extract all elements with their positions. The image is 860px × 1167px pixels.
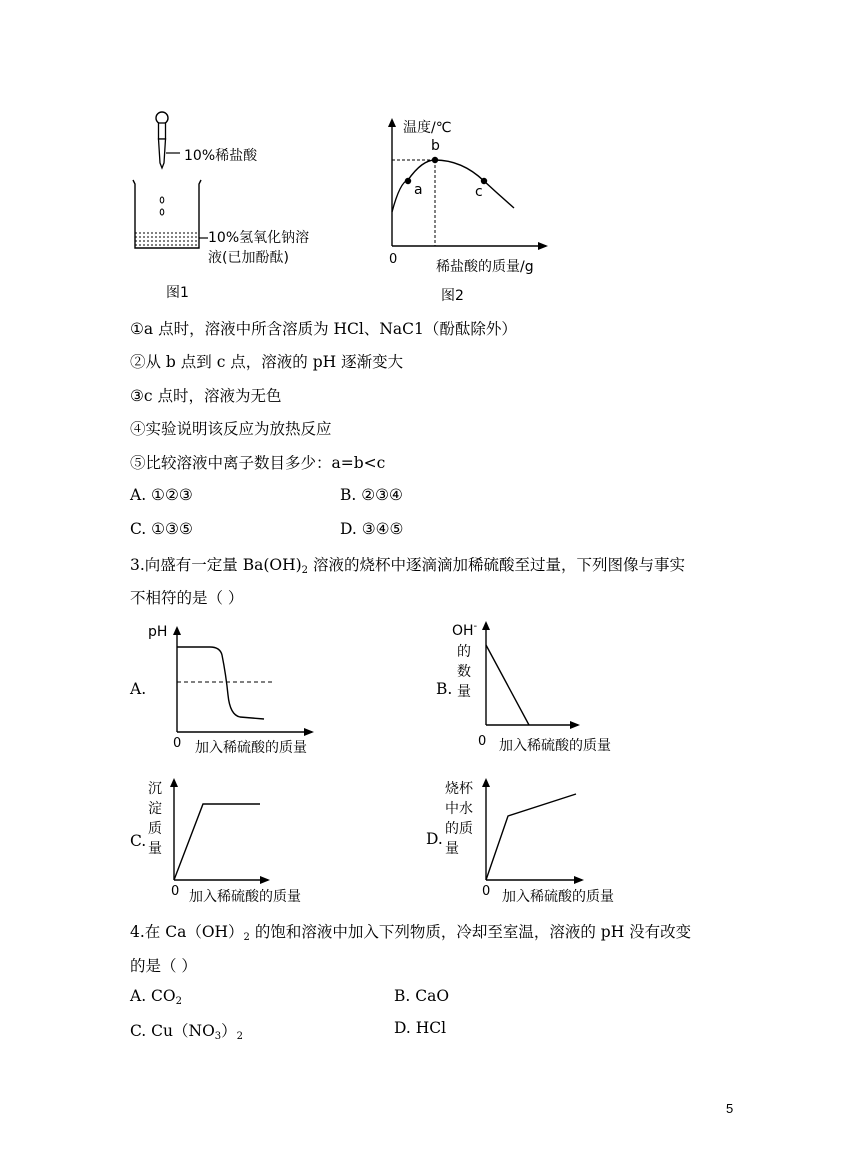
graph-d-origin: 0 xyxy=(482,884,491,899)
figure-1 xyxy=(120,100,320,305)
graph-b-origin: 0 xyxy=(478,734,487,749)
statement-1: ①a 点时，溶液中所含溶质为 HCl、NaC1（酚酞除外） xyxy=(130,320,517,338)
graph-b-option[interactable]: B. xyxy=(436,680,453,698)
graph-c-option[interactable]: C. xyxy=(130,832,147,850)
q4-stem-line2: 的是（ ） xyxy=(130,957,197,975)
q4-option-c[interactable]: C. $Cu(NO_3)_2$ xyxy=(130,1022,244,1042)
graph-a-xlabel: 加入稀硫酸的质量 xyxy=(195,740,307,756)
q2-option-b[interactable]: B. ②③④ xyxy=(340,486,403,504)
graph-d-ylabel-4: 量 xyxy=(445,841,459,857)
fig2-label-c: c xyxy=(475,184,483,200)
figure-1-caption: 图1 xyxy=(166,285,189,301)
fig2-xlabel: 稀盐酸的质量/g xyxy=(436,259,534,275)
q4-option-a[interactable]: A. $CO_2$ xyxy=(130,987,182,1007)
graph-a-origin: 0 xyxy=(173,736,182,751)
base-label-line1: 10%氢氧化钠溶 xyxy=(208,230,310,246)
graph-b-ylabel-3: 量 xyxy=(457,684,471,700)
graph-b-ylabel-2: 数 xyxy=(457,664,471,680)
graph-a-ph xyxy=(160,620,320,740)
graph-d-ylabel-2: 中水 xyxy=(445,801,473,817)
graph-d-option[interactable]: D. xyxy=(426,830,443,848)
fig2-ylabel: 温度/℃ xyxy=(403,120,452,136)
graph-b-xlabel: 加入稀硫酸的质量 xyxy=(499,738,611,754)
point-a xyxy=(405,178,411,184)
q3-stem-line2: 不相符的是（ ） xyxy=(130,589,244,607)
q3-stem-line1: 3.向盛有一定量 $Ba(OH)_2$ 溶液的烧杯中逐滴滴加稀硫酸至过量，下列图像与事实 xyxy=(130,556,685,576)
graph-c-xlabel: 加入稀硫酸的质量 xyxy=(189,889,301,905)
fig2-label-a: a xyxy=(414,182,423,198)
dropper-icon xyxy=(156,112,180,168)
graph-a-option[interactable]: A. xyxy=(130,680,147,698)
graph-d-ylabel-3: 的质 xyxy=(445,821,473,837)
graph-c-ylabel-3: 质 xyxy=(148,821,162,837)
graph-c-ylabel-2: 淀 xyxy=(148,801,162,817)
statement-4: ④实验说明该反应为放热反应 xyxy=(130,420,332,438)
q4-option-d[interactable]: D. HCl xyxy=(394,1019,447,1037)
page-number: 5 xyxy=(726,1101,734,1116)
graph-b-oh xyxy=(470,615,585,730)
graph-b-ylabel-ion: OH- xyxy=(452,621,478,639)
fig2-label-b: b xyxy=(431,138,440,154)
graph-d-water xyxy=(474,772,589,884)
graph-c-origin: 0 xyxy=(171,884,180,899)
q4-stem-line1: 4.在 $Ca(OH)_2$ 的饱和溶液中加入下列物质，冷却至室温，溶液的 pH 没有改变 xyxy=(130,923,692,943)
base-label-line2: 液(已加酚酞) xyxy=(208,250,289,266)
fig2-origin: 0 xyxy=(389,252,398,267)
graph-d-ylabel-1: 烧杯 xyxy=(445,781,473,797)
graph-b-ylabel-1: 的 xyxy=(457,644,471,660)
q2-option-c[interactable]: C. ①③⑤ xyxy=(130,520,193,538)
point-b xyxy=(432,157,438,163)
q4-option-b[interactable]: B. CaO xyxy=(394,987,450,1005)
beaker-icon xyxy=(133,180,208,248)
graph-c-ylabel-1: 沉 xyxy=(148,781,162,797)
graph-c-precipitate xyxy=(160,772,275,884)
graph-a-ylabel: pH xyxy=(148,624,168,640)
statement-2: ②从 b 点到 c 点，溶液的 pH 逐渐变大 xyxy=(130,353,404,371)
graph-c-ylabel-4: 量 xyxy=(148,841,162,857)
graph-d-xlabel: 加入稀硫酸的质量 xyxy=(502,889,614,905)
acid-label: 10%稀盐酸 xyxy=(184,148,258,164)
statement-3: ③c 点时，溶液为无色 xyxy=(130,387,282,405)
q2-option-a[interactable]: A. ①②③ xyxy=(130,486,193,504)
statement-5: ⑤比较溶液中离子数目多少：a=b<c xyxy=(130,454,386,472)
figure-2-caption: 图2 xyxy=(441,288,464,304)
q2-option-d[interactable]: D. ③④⑤ xyxy=(340,520,404,538)
